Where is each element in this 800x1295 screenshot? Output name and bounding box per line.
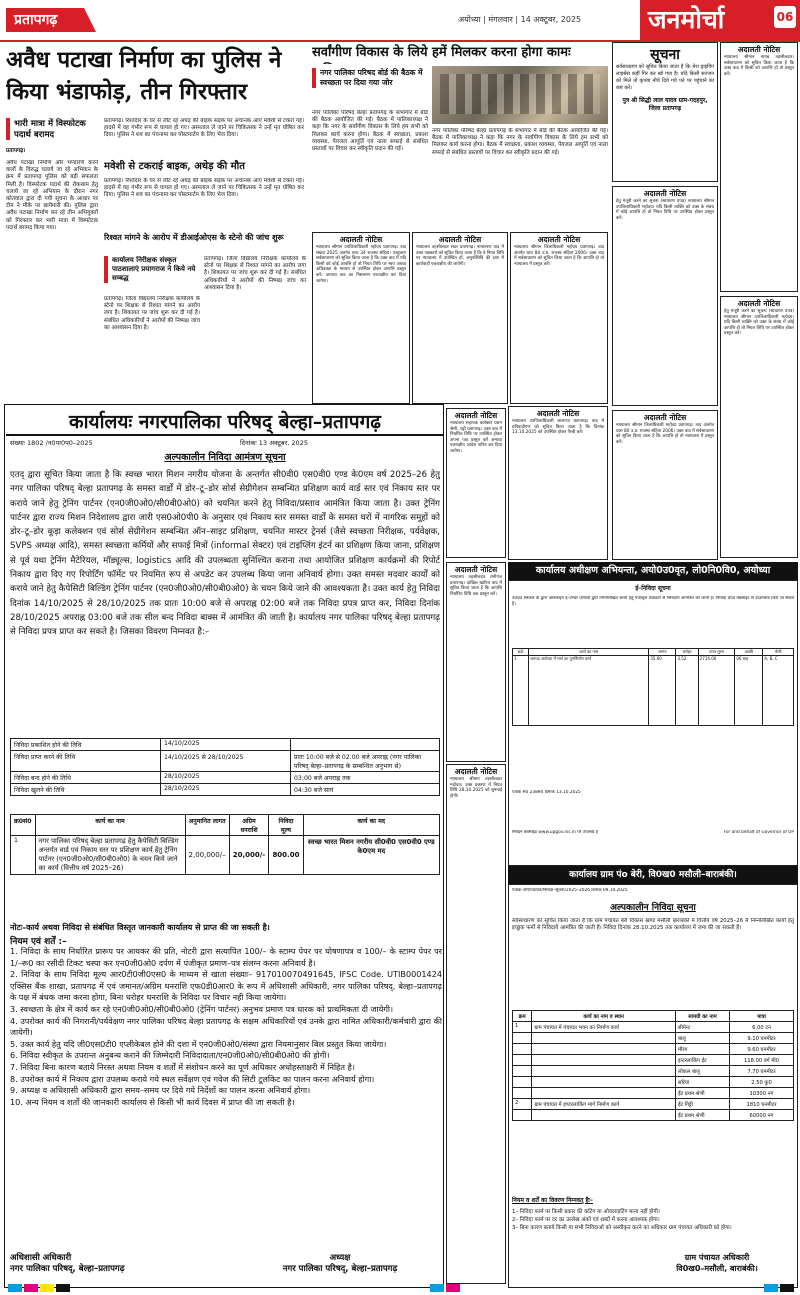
gram-table-cell: 6.00 टन	[730, 1022, 794, 1033]
gram-table-row	[513, 1077, 794, 1088]
court-notice-text: न्यायालय श्रीमान जिलाधिकारी महोदय प्रतापगढ़। वाद अंतर्गत धारा 80 उ.प्र. राजस्व संहिता 2006। उक्त वाद में सर्वसाधारण को सूचित किया जाता है कि आपत्ति हो तो न्यायालय में प्रस्तुत करें।	[514, 245, 604, 267]
court-notice-8	[612, 186, 718, 406]
print-bar-magenta	[24, 1284, 38, 1292]
gram-table-cell: 9.60 घनमीटर	[730, 1044, 794, 1055]
court-notice-text: न्यायालय श्रीमान तहसीलदार महोदय। उक्त प्रकरण में नियत तिथि 28.10.2025 को सुनवाई होगी।	[450, 777, 502, 799]
gram-title: अल्पकालीन निविदा सूचना	[610, 903, 696, 913]
gram-table-cell: ग्राम पंचायत में पंचायत भवन का निर्माण कार्य	[532, 1022, 676, 1033]
gram-table-row	[513, 1088, 794, 1099]
print-bar-cyan	[430, 1284, 444, 1292]
meeting-photo	[432, 66, 608, 124]
works-name: नगर पालिका परिषद् बेल्हा प्रतापगढ़ हेतु कैपेसिटी बिल्डिंग अन्तर्गत वार्ड एवं निकाय स्तर पर प्रशिक्षण कार्य हेतु ट्रेनिंग पार्टनर (एन0जी0ओ0/सी0बी0ओ0) के चयन किये जाने का कार्य (वित्तीय वर्ष 2025–26)	[35, 836, 185, 875]
tender-refline	[10, 438, 440, 448]
development-headline: सर्वांगीण विकास के लिये हमें मिलकर करना होगा कामः	[312, 45, 571, 60]
gram-table-header: कार्य का नाम व स्थान	[532, 1011, 676, 1022]
gram-table-cell	[513, 1055, 532, 1066]
court-notice-text: न्यायालय श्रीमान जिलाधिकारी महोदय प्रतापगढ़। वाद अंतर्गत धारा 80 उ.प्र. राजस्व संहिता 2006। उक्त वाद में सर्वसाधारण को सूचित किया जाता है कि आपत्ति हो तो न्यायालय में प्रस्तुत करें।	[616, 423, 714, 445]
signature-left	[10, 1252, 210, 1276]
tender-works-header: कार्य का नाम	[35, 815, 185, 836]
tender-date-extra: 04:30 बजे सायं	[291, 784, 440, 796]
tender-term: 6. निविदा स्वीकृत के उपरान्त अनुबन्ध कराने की जिम्मेदारी निविदादाता/एन0जी0ओ0/सी0बी0ओ0 की होगी।	[10, 1050, 330, 1061]
gram-table-row	[513, 1110, 794, 1121]
tender-works-row	[11, 836, 440, 875]
gram-table-cell	[513, 1088, 532, 1099]
gram-body-text: सर्वसाधारण को सूचित किया जाता है कि ग्राम पंचायत बेरी विकास खण्ड मसौली बाराबंकी में वित्तीय वर्ष 2025–26 में निम्नलिखित कार्यों हेतु इच्छुक फर्मों से निविदायें आमंत्रित की जाती हैं। निविदा दिनांक 28.10.2025 तक कार्यालय में जमा की जा सकती हैं।	[512, 918, 794, 931]
signature-right	[240, 1252, 440, 1276]
tender-term: 7. निविदा बिना कारण बताये निरस्त अथवा नियम व शर्तों में संशोधन करने का पूर्ण अधिकार अधोहस्ताक्षरी में निहित है।	[10, 1061, 355, 1072]
gram-table-cell	[532, 1044, 676, 1055]
court-notice-text: हेतु मंजूरी करने का सूचना (साधारण प्रपत्र) न्यायालय श्रीमान उपजिलाधिकारी महोदय। यदि किसी व्यक्ति को उक्त के संबंध में कोई आपत्ति हो तो नियत तिथि पर उपस्थित होकर प्रस्तुत करें।	[724, 309, 794, 337]
tender-date-extra: 03:00 बजे अपराह्न तक	[291, 772, 440, 784]
ee-website: निवेदन वेबसाइट www.upgov.nic.in पर उपलब्ध है	[512, 830, 599, 835]
bribe-body: प्रतापगढ़। जिला विद्यालय निरीक्षक कार्यालय के स्टेनो पर शिक्षक से रिश्वत मांगने का आरोप लगा है। शिकायत पर जांच शुरू कर दी गई है। संबंधित अधिकारियों ने आरोपों की निष्पक्ष जांच का आश्वासन दिया है।	[204, 256, 306, 291]
court-notice-2	[412, 232, 508, 404]
tender-date-row	[11, 739, 440, 751]
gram-table-cell	[532, 1033, 676, 1044]
tender-subheading: अल्पकालीन निविदा आमंत्रण सूचना	[164, 452, 286, 463]
tender-date-value: 14/10/2025	[161, 739, 291, 751]
tender-dates-table	[10, 738, 440, 796]
gram-table-cell: 1	[513, 1022, 532, 1033]
gram-table-cell: सरिया	[675, 1077, 729, 1088]
soochna-signer: पुत्र श्री सिद्धी लाल यादव ग्राम-गदहपुर, जिला प्रतापगढ़	[622, 97, 708, 112]
ee-table-cell: जनपद अयोध्या में मार्ग का पुनर्निर्माण कार्य	[529, 656, 649, 726]
works-head: स्वच्छ भारत मिशन नगरीय सी0वी0 एस0वी0 एण्ड के0एम मद	[303, 836, 439, 875]
gram-table-cell: 118.00 वर्ग मी0	[730, 1055, 794, 1066]
gram-table-cell	[513, 1044, 532, 1055]
section-tag: प्रतापगढ़	[6, 8, 96, 32]
lead-place: प्रतापगढ़।	[6, 148, 26, 154]
tender-date-row	[11, 784, 440, 796]
gram-table-cell: 2	[513, 1099, 532, 1110]
gram-table-cell: लोकल बालू	[675, 1066, 729, 1077]
gram-table-row	[513, 1066, 794, 1077]
ee-table-header: लागत	[649, 649, 676, 656]
gram-table-row	[513, 1022, 794, 1033]
gram-ref: पत्रांक–बेरी/पंचायत/निविदा–सूचना/2025–2026 दिनांक 09.10.2025	[512, 888, 628, 893]
tender-date-extra: प्रातः 10:00 बजे से 02.00 बजे अपराह्न (नगर पालिका परिषद् बेल्हा–प्रतापगढ़ के सम्बन्धित अनुभाग से)	[291, 751, 440, 772]
court-notice-title: अदालती नोटिस	[537, 235, 581, 244]
court-notice-title: अदालती नोटिस	[643, 189, 687, 198]
signature-right-org: नगर पालिका परिषद्, बेल्हा–प्रतापगढ़	[282, 1264, 398, 1274]
gram-table-header: सामग्री का नाम	[675, 1011, 729, 1022]
ee-table-header: अवधि	[735, 649, 763, 656]
lead-body: अवैध पटाखा निर्माण और भण्डारण करने वालों के विरुद्ध चलाये जा रहे अभियान के क्रम में प्रतापगढ़ पुलिस को बड़ी सफलता मिली है। विस्फोटक पदार्थ की रोकथाम हेतु चलाये जा रहे अभियान के दौरान नगर कोतवाल द्वारा दी गयी सूचना के आधार पर टीम ने मौके पर छापेमारी की। पुलिस द्वारा अवैध पटाखा निर्माण कर रहे तीन अभियुक्तों को गिरफ्तार कर भारी मात्रा में विस्फोटक पदार्थ बरामद किया गया।	[6, 160, 98, 231]
ee-table-cell: A, B, C	[763, 656, 794, 726]
gram-table-cell: मौरंग	[675, 1044, 729, 1055]
gram-notice-header: कार्यालय ग्राम पंo बेरी, वि0ख0 मसौली–बाराबंकी।	[508, 866, 798, 884]
tender-date-value: 28/10/2025	[161, 772, 291, 784]
development-body-1: नगर पालिका परिषद बेल्हा प्रतापगढ़ के सभागार में बोर्ड की बैठक आयोजित की गई। बैठक में पालिकाध्यक्ष ने कहा कि नगर के सर्वांगीण विकास के लिये हम सभी को मिलकर कार्य करना होगा। बैठक में स्वच्छता, प्रकाश व्यवस्था, पेयजल आपूर्ति एवं नाला सफाई से संबंधित प्रस्तावों पर विचार कर स्वीकृति प्रदान की गई।	[312, 110, 428, 153]
ee-table-header: कार्य का नाम	[529, 649, 649, 656]
gram-table-cell: ईंट प्रथम श्रेणी	[675, 1088, 729, 1099]
lead-sub-text: भारी मात्रा में विस्फोटक पदार्थ बरामद	[6, 118, 96, 140]
ee-notice-text: उ0प्र0 सरकार के द्वारा ऑनलाइन ई–टेण्डर प्रणाली द्वारा निम्नलिखित कार्यों हेतु पंजीकृत ठेकेदारों से निविदायें आमंत्रित की जाती हैं। निविदा प्रपत्र वेबसाइट से डाउनलोड किये जा सकते हैं।	[512, 596, 794, 607]
gram-table-cell	[532, 1055, 676, 1066]
tender-date-label: निविदा बन्द होने की तिथि	[11, 772, 161, 784]
ee-table-header: श्रेणी	[763, 649, 794, 656]
tender-date-value: 28/10/2025	[161, 784, 291, 796]
page-number: 06	[774, 6, 796, 28]
tender-intro: एतद् द्वारा सूचित किया जाता है कि स्वच्छ भारत मिशन नगरीय योजना के अन्तर्गत सी0वी0 एस0वी0 एण्ड के0एम वर्ष 2025–26 हेतु नगर पालिका परिषद् बेल्हा प्रतापगढ़ के समस्त वार्डों में डोर–टू–डोर सोर्स सेग्रीगेशन सम्बन्धित प्रशिक्षण कार्य वार्ड स्तर एवं निकाय स्तर पर कराये जाने हेतु ट्रेनिंग पार्टनर (एन0जी0ओ0/सी0बी0ओ0) को चयनित करने हेतु निविदा/प्रस्ताव आमंत्रित किया जाता है। उक्त ट्रेनिंग पार्टनर द्वारा राज्य मिशन निदेशालय द्वारा जारी एस0ओ0पी0 के अनुसार एवं निकाय स्तर समस्त वार्डों के समस्त घरों में नागरिक समूहों को डोर–टू–डोर कूड़ा कलेक्शन एवं सोर्स सेग्रीगेशन सम्बन्धित ऑन–साइट प्रशिक्षण, चयनित मास्टर ट्रेनर्स (जैसे स्वच्छता निरीक्षक, पर्यवेक्षक, SVPS अध्यक्ष आदि), समस्त स्वच्छता कर्मियों और सफाई मित्रों (informal सेक्टर) एवं टाइप्लिंग इंटर्न का प्रशिक्षण किया जाना, प्रशिक्षण से पूर्व यथा ट्रेनिंग मैटेरियल, मॉड्यूल्स, logistics आदि की उपलब्धता सुनिश्चित कराना तथा आयोजित प्रशिक्षण कार्यक्रमों की रिपोर्ट निकाय द्वारा दिए गए रिपोर्टिंग फॉर्मेट पर नियमित रूप से अपडेट कर उपलब्ध किया जाना अनिवार्य होगा। उक्त समस्त मदवार कार्यों को कराये जाने हेतु कैपेसिटी बिल्डिंग ट्रेनिंग पार्टनर (एन0जी0ओ0/सी0बी0ओ0) के चयन किये जाने की आवश्यकता है। उक्त कार्य हेतु निविदा दिनांक 14/10/2025 से 28/10/2025 तक प्रातः 10:00 बजे से अपराह्न 02:00 बजे तक निविदा प्रपत्र प्राप्त कर, निविदा दिनांक 28/10/2025 अपराह्न 03:00 बजे तक सील बन्द निविदा बाक्स में आमंत्रित की जाती है। कार्यालय नगर पालिका परिषद् बेल्हा प्रतापगढ़ से निविदा प्रपत्र प्राप्त कर सकते है। जिसका विवरण निम्नवत है:–	[10, 470, 440, 638]
tender-terms-title: नियम एवं शर्तें :–	[10, 937, 67, 946]
accident-headline: मवेशी से टकराई बाइक, अधेड़ की मौत	[104, 161, 245, 172]
soochna-title: सूचना	[650, 47, 680, 63]
tender-date-label: निविदा प्रकाशित होने की तिथि	[11, 739, 161, 751]
signature-left-title: अधिशासी अधिकारी	[10, 1253, 72, 1263]
gram-table-cell: 60000 नग	[730, 1110, 794, 1121]
gram-table-cell: ईंट गिट्टी	[675, 1099, 729, 1110]
court-notice-text: न्यायालय श्रीमान उपजिलाधिकारी महोदय प्रतापगढ़। वाद संख्या 2025 अंतर्गत धारा 34 राजस्व संहिता। एतद्द्वारा सर्वसाधारण को सूचित किया जाता है कि उक्त वाद में यदि किसी को कोई आपत्ति हो तो नियत तिथि पर स्वयं अथवा अधिवक्ता के माध्यम से उपस्थित होकर आपत्ति प्रस्तुत करें। अन्यथा वाद का निस्तारण एकपक्षीय कर दिया जायेगा।	[316, 245, 406, 284]
gram-table-cell: 10300 नग	[730, 1088, 794, 1099]
development-sub-text: नगर पालिका परिषद बोर्ड की बैठक में स्वच्छता पर दिया गया जोर	[312, 68, 428, 88]
gram-conditions-title: नियम व शर्तें का विवरण निम्नवत् हैः–	[512, 1197, 593, 1204]
ee-footer: पत्रांक सं0 23894 दिनांक 13.10.2025	[512, 790, 581, 795]
sanskrit-body: प्रतापगढ़। जिला विद्यालय निरीक्षक कार्यालय के स्टेनो पर शिक्षक से रिश्वत मांगने का आरोप लगा है। शिकायत पर जांच शुरू कर दी गई है। संबंधित अधिकारियों ने आरोपों की निष्पक्ष जांच का आश्वासन दिया है।	[104, 296, 200, 331]
gram-table-cell: ईंट प्रथम श्रेणी	[675, 1110, 729, 1121]
court-notice-text: हेतु मंजूरी करने का सूचना (साधारण प्रपत्र) न्यायालय श्रीमान उपजिलाधिकारी महोदय। यदि किसी व्यक्ति को उक्त के संबंध में कोई आपत्ति हो तो नियत तिथि पर उपस्थित होकर प्रस्तुत करें।	[616, 199, 714, 221]
gram-notice-table	[512, 1010, 794, 1121]
print-bar-cyan	[764, 1284, 778, 1292]
accident-body: प्रतापगढ़। रिश्तेदार के घर से लौट रहे अधेड़ की बाइक सड़क पर अचानक आए मवेशी से टकरा गई। हादसे में वह गंभीर रूप से घायल हो गए। अस्पताल ले जाने पर चिकित्सक ने उन्हें मृत घोषित कर दिया। पुलिस ने शव का पंचनामा कर पोस्टमार्टम के लिए भेज दिया।	[104, 178, 304, 199]
gram-signer-title: ग्राम पंचायत अधिकारी	[684, 1253, 750, 1262]
court-notice-text: न्यायालय सहायक कलेक्टर प्रथम श्रेणी, पट्टी प्रतापगढ़। उक्त वाद में निर्धारित तिथि पर उपस्थित होकर अपना पक्ष प्रस्तुत करें अन्यथा एकपक्षीय आदेश पारित कर दिया जायेगा।	[450, 421, 502, 454]
court-notice-title: अदालती नोटिस	[737, 45, 781, 54]
tender-works-header: कार्य का मद	[303, 815, 439, 836]
court-notice-title: अदालती नोटिस	[454, 565, 498, 574]
gram-table-cell: 7.70 घनमीटर	[730, 1066, 794, 1077]
gram-signer-org: वि0ख0–मसौली, बाराबंकी।	[676, 1264, 758, 1273]
gram-condition: 1– निविदा फार्म पर किसी प्रकार की कटिंग या ओवरराइटिंग मान्य नहीं होगी।	[512, 1209, 660, 1215]
court-notice-title: अदालती नोटिस	[454, 767, 498, 776]
signature-left-org: नगर पालिका परिषद्, बेल्हा–प्रतापगढ़	[10, 1264, 125, 1274]
sanskrit-sub	[104, 256, 200, 292]
lead-headline: अवैध पटाखा निर्माण का पुलिस ने किया भंडाफोड़, तीन गिरफ्तार	[6, 47, 282, 105]
gram-table-cell: 2.50 कु0	[730, 1077, 794, 1088]
ee-table-header: प्रपत्र मूल्य	[698, 649, 735, 656]
court-notice-6	[446, 562, 506, 762]
court-notice-5	[508, 406, 608, 560]
court-notice-4	[446, 408, 506, 558]
sanskrit-sub-text: कार्यालय निरीक्षक संस्कृत पाठशालाएं प्रयागराज ने किये नये सम्बद्ध	[104, 256, 200, 283]
tender-term: 4. उपरोक्त कार्य की निगरानी/पर्यवेक्षण नगर पालिका परिषद बेल्हा प्रतापगढ़ के सक्षम अधिकारियों एवं उनके द्वारा नामित अधिकारी/कर्मचारी द्वारा की जायेगी।	[10, 1015, 442, 1038]
tender-note: नोटः–कार्य अथवा निविदा से संबंधित विस्तृत जानकारी कार्यालय से प्राप्त की जा सकती है।	[10, 923, 270, 932]
works-sn: 1	[11, 836, 36, 875]
court-notice-1	[312, 232, 410, 404]
ee-notice-header: कार्यालय अधीक्षण अभियन्ता, अयो0उ0वृत, लो0नि0वि0, अयोध्या	[508, 562, 798, 580]
tender-term: 1. निविदा के साथ निर्धारित प्रारूप पर आयकर की प्रति, नोटरी द्वारा सत्यापित 100/– के स्टाम्प पेपर पर घोषणापत्र व 100/– के स्टाम्प पेपर पर 1/–रू0 का रसीदी टिकट चस्पा कर एन0जी0ओ0 दर्पण में पंजीकृत प्रमाण–पत्र संलग्न करना अनिवार्य है।	[10, 946, 442, 968]
gram-table-cell: इन्टरलाकिंग ईंट	[675, 1055, 729, 1066]
court-notice-title: अदालती नोटिस	[536, 409, 580, 418]
development-body-2: नगर पालिका परिषद बेल्हा प्रतापगढ़ के सभागार में बोर्ड की बैठक आयोजित की गई। बैठक में पालिकाध्यक्ष ने कहा कि नगर के सर्वांगीण विकास के लिये हम सभी को मिलकर कार्य करना होगा। बैठक में स्वच्छता, प्रकाश व्यवस्था, पेयजल आपूर्ति एवं नाला सफाई से संबंधित प्रस्तावों पर विचार कर स्वीकृति प्रदान की गई।	[432, 128, 608, 156]
header-meta: अयोध्या | मंगलवार | 14 अक्टूबर, 2025	[458, 15, 582, 24]
gram-table-cell: 9.10 घनमीटर	[730, 1033, 794, 1044]
tender-ref: संख्याः 1802 /न0पा0प0–2025	[10, 439, 93, 447]
lead-body-cont: प्रतापगढ़। रिश्तेदार के घर से लौट रहे अधेड़ की बाइक सड़क पर अचानक आए मवेशी से टकरा गई। हादसे में वह गंभीर रूप से घायल हो गए। अस्पताल ले जाने पर चिकित्सक ने उन्हें मृत घोषित कर दिया। पुलिस ने शव का पंचनामा कर पोस्टमार्टम के लिए भेज दिया।	[104, 118, 304, 139]
gram-table-header: मात्रा	[730, 1011, 794, 1022]
signature-right-title: अध्यक्ष	[329, 1253, 351, 1263]
court-notice-text: न्यायालय श्रीमान नायब तहसीलदार। सर्वसाधारण को सूचित किया जाता है कि उक्त वाद में किसी को आपत्ति हो तो प्रस्तुत करें।	[724, 55, 794, 77]
ee-table-header: धरोहर	[676, 649, 698, 656]
court-notice-3	[510, 232, 608, 404]
gram-table-row	[513, 1055, 794, 1066]
court-notice-title: अदालती नोटिस	[454, 411, 498, 420]
court-notice-title: अदालती नोटिस	[737, 299, 781, 308]
tender-works-header: क्र0सं0	[11, 815, 36, 836]
court-notice-title: अदालती नोटिस	[643, 413, 687, 422]
tender-date-label: निविदा खुलने की तिथि	[11, 784, 161, 796]
gram-table-cell	[532, 1088, 676, 1099]
tender-term: 5. उक्त कार्य हेतु यदि जी0एस0टी0 एप्लीकेबल होने की दशा में एन0जी0ओ0/संस्था द्वारा नियमानुसार बिल प्रस्तुत किया जायेगा।	[10, 1038, 387, 1049]
gram-condition: 3– बिना कारण बताये किसी या सभी निविदाओं को अस्वीकृत करने का अधिकार ग्राम पंचायत अधिकारी को होगा।	[512, 1225, 732, 1231]
development-sub	[312, 68, 428, 108]
tender-term: 3. स्वच्छता के क्षेत्र में कार्य कर रहे एन0जी0ओ0/सी0बी0ओ0 (ट्रेनिंग पार्टनर) अनुभव प्रमाण पत्र धारक को प्राथमिकता दी जायेगी।	[10, 1003, 394, 1014]
tender-term: 9. अध्यक्ष व अधिशासी अधिकारी द्वारा समय–समय पर दिये गये निर्देशों का पालन करना अनिवार्य होगा।	[10, 1085, 311, 1096]
masthead: जनमोर्चा	[640, 0, 800, 40]
tender-heading: कार्यालयः नगरपालिका परिषद् बेल्हा–प्रतापगढ़	[6, 408, 444, 436]
ee-table-cell: 3.52	[676, 656, 698, 726]
ee-table-cell: 06 माह	[735, 656, 763, 726]
tender-works-table	[10, 814, 440, 875]
gram-table-row	[513, 1099, 794, 1110]
gram-table-row	[513, 1033, 794, 1044]
tender-term: 10. अन्य नियम व शर्तों की जानकारी कार्यालय से किसी भी कार्य दिवस में प्राप्त की जा सकती है।	[10, 1096, 295, 1107]
tender-works-header: निविदा मूल्य	[269, 815, 303, 836]
gram-table-header: क्रम	[513, 1011, 532, 1022]
bribe-headline: रिश्वत मांगने के आरोप में डीआईओएस के स्टेनो की जांच शुरू	[104, 233, 284, 242]
court-notice-text: न्यायालय तहसीलदार सदर प्रतापगढ़। नामांतरण वाद में उक्त पक्षकारों को सूचित किया जाता है कि वे नियत तिथि पर न्यायालय में उपस्थित हों, अनुपस्थिति की दशा में कार्यवाही एकपक्षीय की जायेगी।	[416, 245, 505, 267]
print-bar-yellow	[40, 1284, 54, 1292]
soochna-notice	[612, 42, 718, 182]
gram-conditions	[512, 1208, 794, 1248]
gram-table-cell	[532, 1110, 676, 1121]
court-notice-7	[446, 764, 506, 1284]
court-notice-9	[720, 42, 798, 292]
gram-table-cell: बालू	[675, 1033, 729, 1044]
ee-table-cell: 2714.00	[698, 656, 735, 726]
court-notice-11	[612, 410, 718, 560]
print-bar-cyan	[8, 1284, 22, 1292]
gram-table-cell	[513, 1077, 532, 1088]
court-notice-text: न्यायालय तहसीलदार रानीगंज प्रतापगढ़। दाखिल खारिज वाद में सूचित किया जाता है कि आपत्ति निर्धारित तिथि तक प्रस्तुत करें।	[450, 575, 502, 597]
tender-date-value: 14/10/2025 से 28/10/2025	[161, 751, 291, 772]
print-bar-magenta	[446, 1284, 460, 1292]
lead-sub	[6, 118, 96, 142]
tender-works-header: अनुमानित लागत	[185, 815, 229, 836]
gram-signer	[640, 1252, 794, 1280]
works-fee: 800.00	[269, 836, 303, 875]
print-bar-black	[56, 1284, 70, 1292]
gram-table-cell	[532, 1066, 676, 1077]
works-advance: 20,000/-	[229, 836, 269, 875]
tender-date-row	[11, 772, 440, 784]
gram-condition: 2– निविदा फार्म पर दर का उल्लेख अंकों एवं शब्दों में करना आवश्यक होगा।	[512, 1217, 660, 1223]
ee-table-cell: 35.00	[649, 656, 676, 726]
gram-table-cell	[513, 1110, 532, 1121]
tender-works-header: अग्रिम धनराशि	[229, 815, 269, 836]
tender-date-label: निविदा प्राप्त करने की तिथि	[11, 751, 161, 772]
tender-date-row	[11, 751, 440, 772]
court-notice-title: अदालती नोटिस	[339, 235, 383, 244]
ee-notice-sub: ई–निविदा सूचना	[635, 585, 671, 592]
ee-signer: For and behalf of Governor of UP	[723, 830, 794, 835]
tender-terms-list	[10, 946, 442, 1246]
tender-term: 8. उपरोक्त कार्य में निकाय द्वारा उपलब्ध कराये गये स्थल सर्वेक्षण एवं गवेज की सिटी टूलकिट का पालन करना अनिवार्य होगा।	[10, 1073, 375, 1084]
gram-table-cell	[513, 1066, 532, 1077]
soochna-body: सर्वसाधारण को सूचित किया जाता है कि मेरा ड्राइविंग लाइसेंस कहीं गिर कर खो गया है। यदि किसी सज्जन को मिले तो कृपया नीचे दिये गये पते पर पहुंचाने का कष्ट करें।	[616, 64, 714, 91]
gram-table-cell: सीमेन्ट	[675, 1022, 729, 1033]
ee-notice-table	[512, 648, 794, 726]
court-notice-10	[720, 296, 798, 558]
ee-table-header: क्र0	[513, 649, 529, 656]
gram-table-cell	[513, 1033, 532, 1044]
gram-table-cell: ग्राम पंचायत में इण्टरलाकिंग मार्ग निर्माण कार्य	[532, 1099, 676, 1110]
court-notice-text: न्यायालय उपजिलाधिकारी लालगंज प्रतापगढ़। वाद में प्रतिवादीगण को सूचित किया जाता है कि दिनांक 13.10.2025 को उपस्थित होकर पैरवी करें।	[512, 419, 604, 436]
gram-table-row	[513, 1044, 794, 1055]
tender-date-extra	[291, 739, 440, 751]
gram-table-cell	[532, 1077, 676, 1088]
tender-term: 2. निविदा के साथ निविदा मूल्य आर0टी0जी0एस0 के माध्यम से खाता संख्याः– 917010070491645, IFSC Code. UTIB0001424 एक्सिस बैंक शाखा, प्रतापगढ़ में एवं जमानत/अग्रिम धनराशि एफ0डी0आर0 के रूप में अधिशासी अधिकारी, नगर पालिका परिषद्, बेल्हा–प्रतापगढ़ के पक्ष में बंधक जमा करना होगा, बिना धरोहर धनराशि के निविदा पर विचार नही किया जायेगा।	[10, 969, 442, 1003]
tender-date: दिनांकः 13 अक्टूबर, 2025	[240, 439, 308, 447]
gram-table-cell: 1810 घनमीटर	[730, 1099, 794, 1110]
court-notice-title: अदालती नोटिस	[438, 235, 482, 244]
ee-table-cell: 1	[513, 656, 529, 726]
print-bar-black	[780, 1284, 794, 1292]
works-cost: 2,00,000/–	[185, 836, 229, 875]
